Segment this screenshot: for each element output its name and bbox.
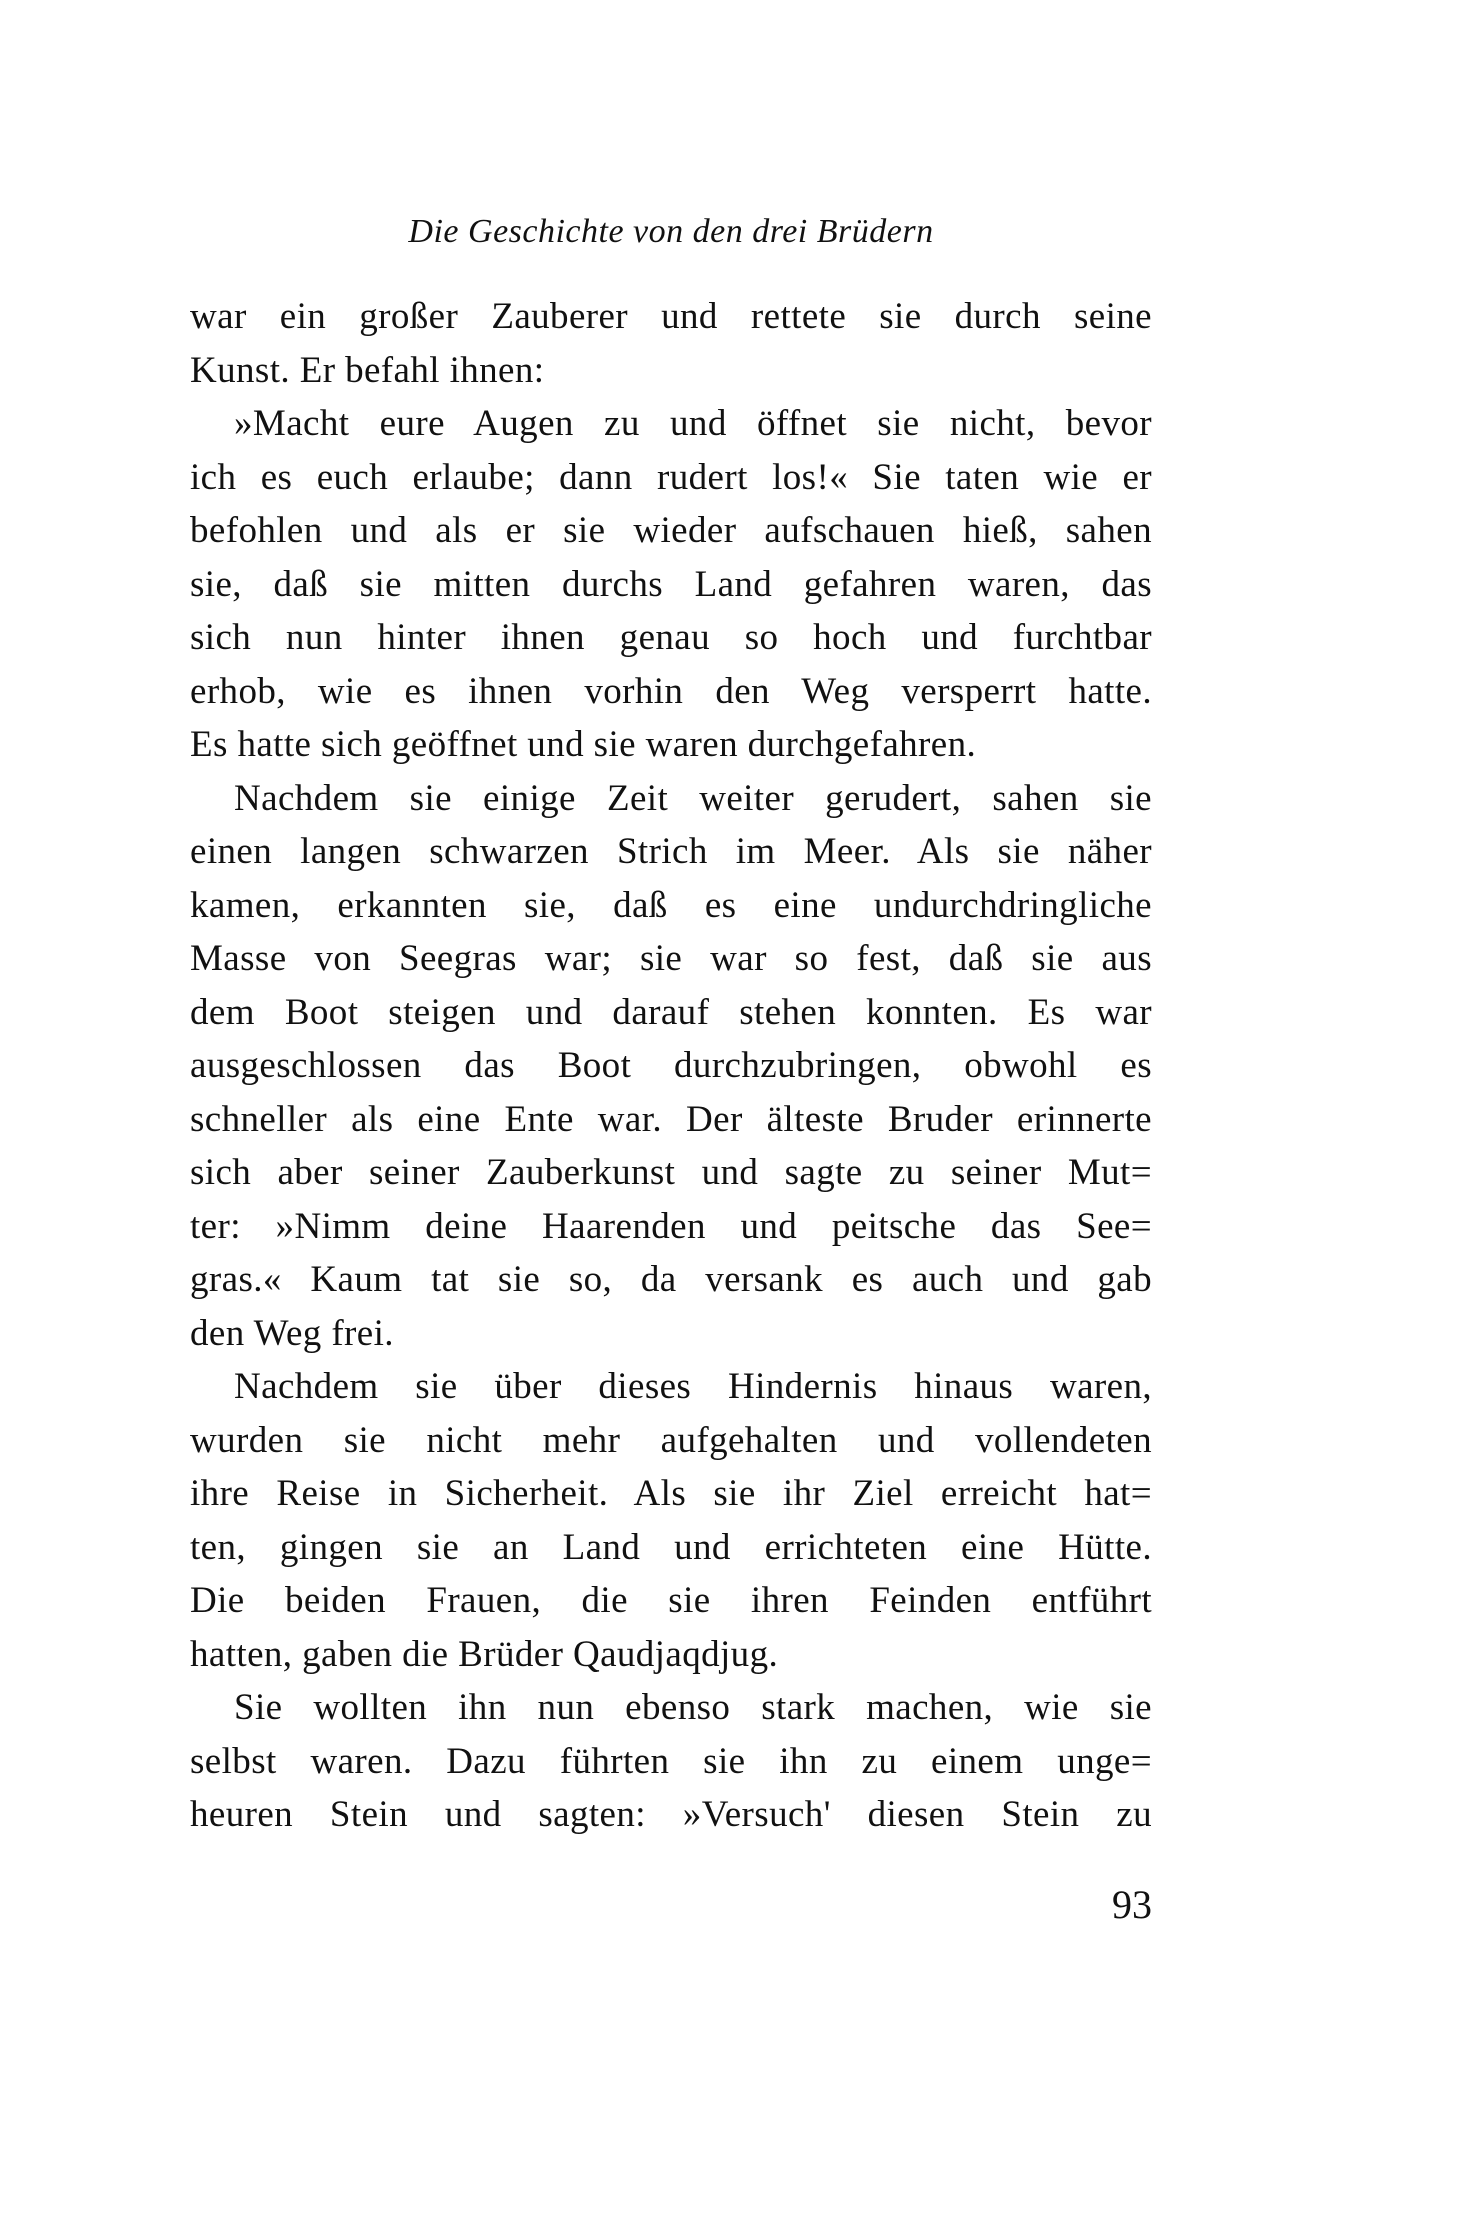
body-text (190, 290, 1152, 1842)
text-line: hatten, gaben die Brüder Qaudjaqdjug. (190, 1633, 779, 1675)
text-line: Die beiden Frauen, die sie ihren Feinden entführt (190, 1580, 1152, 1621)
text-line: erhob, wie es ihnen vorhin den Weg versperrt hatte. (190, 670, 1152, 712)
text-line: Es hatte sich geöffnet und sie waren durchgefahren. (190, 724, 977, 765)
text-line: Nachdem sie einige Zeit weiter gerudert, sahen sie (234, 777, 1152, 819)
text-line: sich aber seiner Zauberkunst und sagte zu seiner Mut= (190, 1152, 1152, 1193)
text-line: war ein großer Zauberer und rettete sie durch seine (190, 296, 1152, 337)
text-line: schneller als eine Ente war. Der älteste Bruder erinnerte (190, 1098, 1152, 1140)
text-line: ihre Reise in Sicherheit. Als sie ihr Ziel erreicht hat= (190, 1473, 1152, 1514)
text-line: ter: »Nimm deine Haarenden und peitsche das See= (190, 1205, 1152, 1247)
text-line: befohlen und als er sie wieder aufschauen hieß, sahen (190, 510, 1152, 551)
text-line: kamen, erkannten sie, daß es eine undurchdringliche (190, 884, 1152, 926)
text-line: Kunst. Er befahl ihnen: (190, 349, 545, 391)
text-line: sie, daß sie mitten durchs Land gefahren waren, das (190, 563, 1152, 605)
text-line: Nachdem sie über dieses Hindernis hinaus waren, (234, 1366, 1152, 1407)
text-line: selbst waren. Dazu führten sie ihn zu einem unge= (190, 1740, 1152, 1782)
text-line: Masse von Seegras war; sie war so fest, daß sie aus (190, 938, 1152, 979)
text-line: den Weg frei. (190, 1312, 394, 1354)
running-head: Die Geschichte von den drei Brüdern (408, 213, 934, 250)
text-line: einen langen schwarzen Strich im Meer. Als sie näher (190, 831, 1152, 872)
text-line: ten, gingen sie an Land und errichteten eine Hütte. (190, 1526, 1152, 1568)
text-line: ausgeschlossen das Boot durchzubringen, obwohl es (190, 1045, 1152, 1086)
text-line: gras.« Kaum tat sie so, da versank es auch und gab (190, 1259, 1152, 1300)
text-line: Sie wollten ihn nun ebenso stark machen, wie sie (234, 1687, 1152, 1728)
text-line: heuren Stein und sagten: »Versuch' diesen Stein zu (190, 1794, 1152, 1835)
text-line: dem Boot steigen und darauf stehen konnten. Es war (190, 991, 1152, 1033)
text-line: sich nun hinter ihnen genau so hoch und furchtbar (190, 617, 1152, 658)
text-line: wurden sie nicht mehr aufgehalten und vollendeten (190, 1419, 1152, 1461)
text-line: »Macht eure Augen zu und öffnet sie nicht, bevor (234, 403, 1152, 444)
page-number: 93 (1112, 1882, 1152, 1927)
text-line: ich es euch erlaube; dann rudert los!« Sie taten wie er (190, 456, 1152, 498)
